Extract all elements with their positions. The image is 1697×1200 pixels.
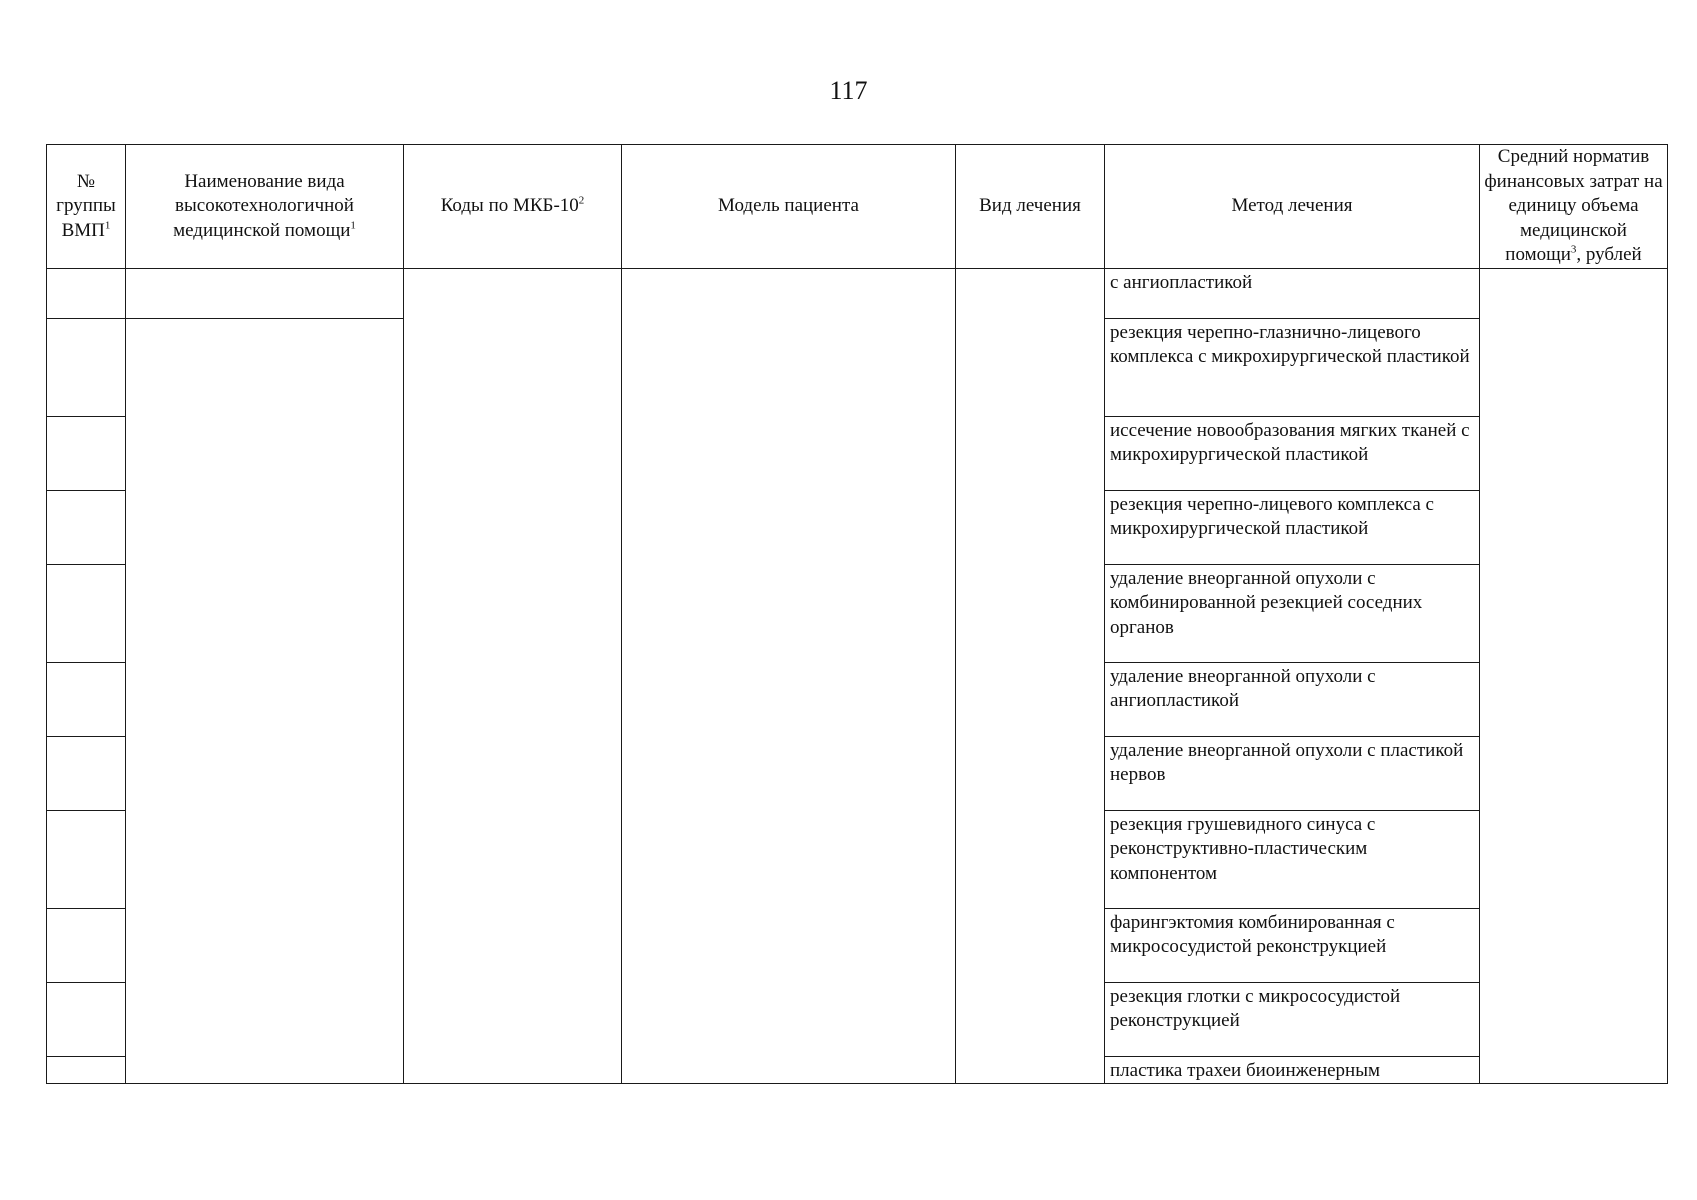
group-number-cell xyxy=(47,810,126,908)
header-row xyxy=(47,145,1668,269)
method-cell: удаление внеорганной опухоли с ангиопластикой xyxy=(1105,662,1480,736)
header-group-number: № группы ВМП$^1$ xyxy=(47,145,126,269)
page-number: 117 xyxy=(829,76,868,105)
header-icd-codes: Коды по МКБ-$10^2$ xyxy=(404,145,622,269)
patient-model-cell xyxy=(622,268,956,1084)
care-type-cell xyxy=(126,318,404,1084)
group-number-cell xyxy=(47,662,126,736)
method-cell: резекция черепно-лицевого комплекса с микрохирургической пластикой xyxy=(1105,490,1480,564)
group-number-cell xyxy=(47,564,126,662)
header-treatment-type: Вид лечения xyxy=(956,145,1105,269)
header-treatment-method: Метод лечения xyxy=(1105,145,1480,269)
method-cell: иссечение новообразования мягких тканей с микрохирургической пластикой xyxy=(1105,416,1480,490)
group-number-cell xyxy=(47,318,126,416)
group-number-cell xyxy=(47,490,126,564)
group-number-cell xyxy=(47,416,126,490)
method-cell: пластика трахеи биоинженерным xyxy=(1105,1056,1480,1084)
header-care-type: Наименование вида высокотехнологичной медицинской помощи$^1$ xyxy=(126,145,404,269)
method-cell: удаление внеорганной опухоли с комбинированной резекцией соседних органов xyxy=(1105,564,1480,662)
treatment-methods-table xyxy=(46,144,1668,1084)
care-type-cell xyxy=(126,268,404,318)
header-cost-standard: Средний норматив финансовых затрат на единицу объема медицинской помощи$^3$, рублей xyxy=(1480,145,1668,269)
group-number-cell xyxy=(47,268,126,318)
method-cell: фарингэктомия комбинированная с микрососудистой реконструкцией xyxy=(1105,908,1480,982)
group-number-cell xyxy=(47,736,126,810)
group-number-cell xyxy=(47,908,126,982)
icd-codes-cell xyxy=(404,268,622,1084)
table-row xyxy=(47,268,1668,318)
method-cell: с ангиопластикой xyxy=(1105,268,1480,318)
method-cell: удаление внеорганной опухоли с пластикой нервов xyxy=(1105,736,1480,810)
method-cell: резекция грушевидного синуса с реконструктивно-пластическим компонентом xyxy=(1105,810,1480,908)
cost-standard-cell xyxy=(1480,268,1668,1084)
group-number-cell xyxy=(47,982,126,1056)
method-cell: резекция черепно-глазнично-лицевого комплекса с микрохирургической пластикой xyxy=(1105,318,1480,416)
header-patient-model: Модель пациента xyxy=(622,145,956,269)
group-number-cell xyxy=(47,1056,126,1084)
method-cell: резекция глотки с микрососудистой реконструкцией xyxy=(1105,982,1480,1056)
treatment-type-cell xyxy=(956,268,1105,1084)
